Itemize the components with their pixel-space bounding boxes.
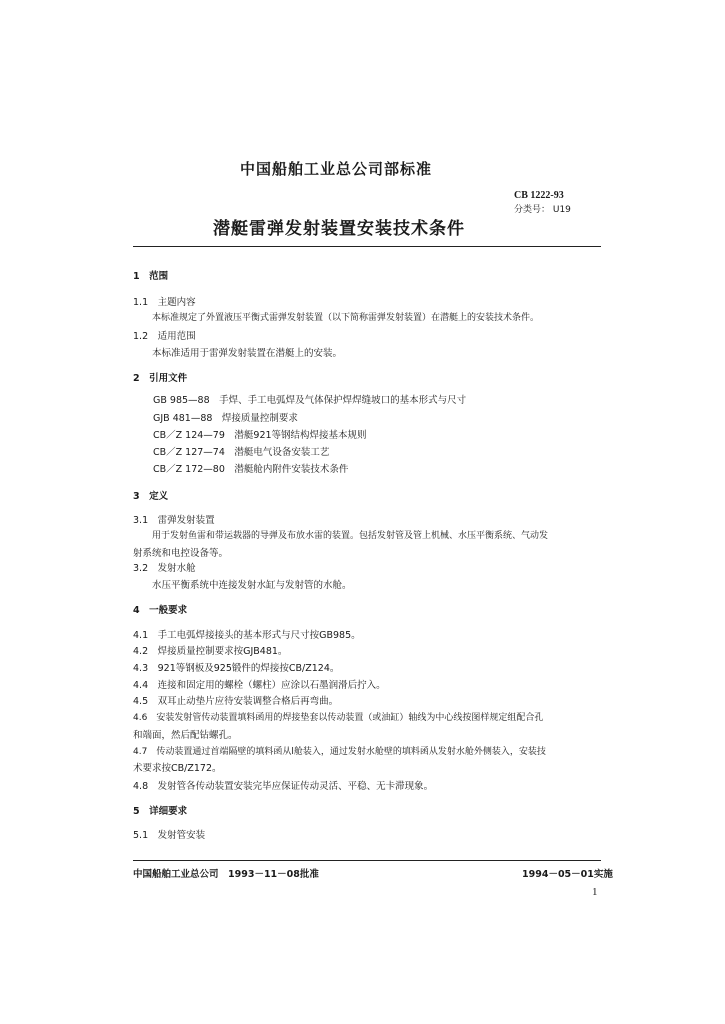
approval-line: 中国船舶工业总公司 1993－11－08批准 — [133, 869, 319, 880]
section-2-heading: 2 引用文件 — [133, 373, 188, 384]
section-5-heading: 5 详细要求 — [133, 806, 188, 817]
requirement-item: 4.5 双耳止动垫片应待安装调整合格后再弯曲。 — [133, 696, 339, 707]
section-1-heading: 1 范围 — [133, 271, 169, 282]
header-divider — [133, 246, 601, 247]
requirement-item: 4.1 手工电弧焊接接头的基本形式与尺寸按GB985。 — [133, 630, 361, 641]
standard-code: CB 1222-93 — [514, 190, 564, 201]
issuing-organization: 中国船舶工业总公司部标准 — [240, 160, 433, 178]
requirement-4-7-cont: 术要求按CB/Z172。 — [133, 763, 222, 774]
page-number: 1 — [592, 886, 598, 898]
document-title: 潜艇雷弹发射装置安装技术条件 — [213, 219, 465, 239]
section-1-1-text: 本标准规定了外置液压平衡式雷弹发射装置（以下简称雷弹发射装置）在潜艇上的安装技术条件。 — [152, 313, 540, 323]
section-1-1-heading: 1.1 主题内容 — [133, 297, 196, 308]
reference-item: CB／Z 127—74 潜艇电气设备安装工艺 — [153, 447, 330, 458]
implementation-date: 1994－05－01实施 — [522, 869, 613, 880]
requirement-4-8: 4.8 发射管各传动装置安装完毕应保证传动灵活、平稳、无卡滞现象。 — [133, 781, 434, 792]
requirement-4-6-cont: 和端面，然后配钻螺孔。 — [133, 730, 238, 741]
section-1-2-text: 本标准适用于雷弹发射装置在潜艇上的安装。 — [152, 348, 343, 359]
requirement-item: 4.4 连接和固定用的螺栓（螺柱）应涂以石墨润滑后拧入。 — [133, 680, 386, 691]
section-3-1-text: 用于发射鱼雷和带运载器的导弹及布放水雷的装置。包括发射管及管上机械、水压平衡系统、气动发 — [152, 531, 549, 541]
requirement-item: 4.2 焊接质量控制要求按GJB481。 — [133, 646, 288, 657]
section-3-2-heading: 3.2 发射水舱 — [133, 563, 196, 574]
reference-item: GB 985—88 手焊、手工电弧焊及气体保护焊焊缝坡口的基本形式与尺寸 — [153, 395, 467, 406]
requirement-4-6: 4.6 安装发射管传动装置填料函用的焊接垫套以传动装置（或油缸）轴线为中心线按图样规定组配合孔 — [133, 713, 544, 723]
section-3-2-text: 水压平衡系统中连接发射水缸与发射管的水舱。 — [152, 580, 352, 591]
section-4-heading: 4 一般要求 — [133, 605, 188, 616]
reference-item: CB／Z 172—80 潜艇舱内附件安装技术条件 — [153, 464, 349, 475]
reference-item: CB／Z 124—79 潜艇921等钢结构焊接基本规则 — [153, 430, 367, 441]
section-3-1-heading: 3.1 雷弹发射装置 — [133, 515, 215, 526]
section-1-2-heading: 1.2 适用范围 — [133, 331, 196, 342]
requirement-item: 4.3 921等钢板及925锻件的焊接按CB/Z124。 — [133, 663, 340, 674]
requirement-4-7: 4.7 传动装置通过首端隔壁的填料函从l舱装入，通过发射水舱壁的填料函从发射水舱外侧装入，安装技 — [133, 747, 546, 757]
section-5-1-heading: 5.1 发射管安装 — [133, 830, 206, 841]
footer-divider — [133, 860, 601, 861]
classification-number: 分类号： U19 — [514, 205, 571, 215]
reference-item: GJB 481—88 焊接质量控制要求 — [153, 413, 298, 424]
section-3-1-text-cont: 射系统和电控设备等。 — [133, 548, 229, 559]
section-3-heading: 3 定义 — [133, 491, 169, 502]
